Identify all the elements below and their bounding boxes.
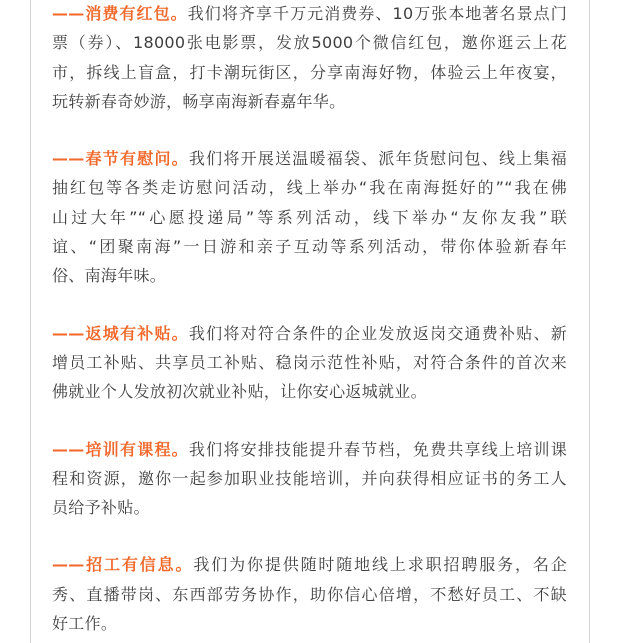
paragraph-line: 俗、南海年味。: [52, 266, 167, 286]
paragraph-line: 抽红包等各类走访慰问活动，线上举办“我在南海挺好的”“我在佛: [52, 178, 567, 198]
paragraph-text: 我们将开展送温暖福袋、派年货慰问包、线上集福: [188, 149, 567, 169]
paragraph-spring-festival-visits: [52, 144, 589, 290]
paragraph-line: 山过大年”“心愿投递局”等系列活动，线下举办“友你友我”联: [52, 207, 567, 227]
paragraph-text: 我们将安排技能提升春节档，免费共享线上培训课: [188, 439, 567, 459]
paragraph-heading: ——消费有红包。: [52, 4, 188, 23]
paragraph-heading: ——返城有补贴。: [52, 323, 189, 343]
paragraph-line: 玩转新春奇妙游，畅享南海新春嘉年华。: [52, 91, 346, 111]
paragraph-line: 程和资源，邀你一起参加职业技能培训，并向获得相应证书的务工人: [52, 468, 567, 488]
paragraph-consumption-red-packets: [52, 0, 589, 116]
article-frame: [30, 0, 590, 643]
paragraph-line: [52, 0, 567, 28]
paragraph-line: [52, 144, 567, 173]
paragraph-line: 秀、直播带岗、东西部劳务协作，助你信心倍增，不愁好员工、不缺: [52, 584, 567, 604]
paragraph-text: 我们为你提供随时随地线上求职招聘服务，名企: [193, 555, 567, 575]
paragraph-line: 增员工补贴、共享员工补贴、稳岗示范性补贴，对符合条件的首次来: [52, 352, 567, 372]
paragraph-line: 佛就业个人发放初次就业补贴，让你安心返城就业。: [52, 382, 427, 402]
paragraph-return-subsidies: [52, 319, 589, 407]
article-body: [31, 0, 589, 638]
paragraph-heading: ——春节有慰问。: [52, 149, 189, 169]
paragraph-heading: ——培训有课程。: [52, 439, 189, 459]
paragraph-line: [52, 435, 567, 464]
paragraph-line: 谊、“团聚南海”一日游和亲子互动等系列活动，带你体验新春年: [52, 237, 567, 257]
paragraph-training-courses: [52, 435, 589, 523]
paragraph-line: 好工作。: [52, 614, 118, 634]
paragraph-recruitment-info: [52, 550, 589, 638]
paragraph-heading: ——招工有信息。: [52, 555, 194, 575]
paragraph-line: 市，拆线上盲盒，打卡潮玩街区，分享南海好物，体验云上年夜宴，: [52, 62, 567, 82]
paragraph-line: [52, 319, 567, 348]
paragraph-line: 员给予补贴。: [52, 498, 150, 518]
paragraph-line: [52, 550, 567, 579]
paragraph-text: 我们将齐享千万元消费券、10万张本地著名景点门: [187, 4, 567, 23]
paragraph-line: 票（券）、18000张电影票，发放5000个微信红包，邀你逛云上花: [52, 33, 567, 53]
paragraph-text: 我们将对符合条件的企业发放返岗交通费补贴、新: [188, 323, 567, 343]
